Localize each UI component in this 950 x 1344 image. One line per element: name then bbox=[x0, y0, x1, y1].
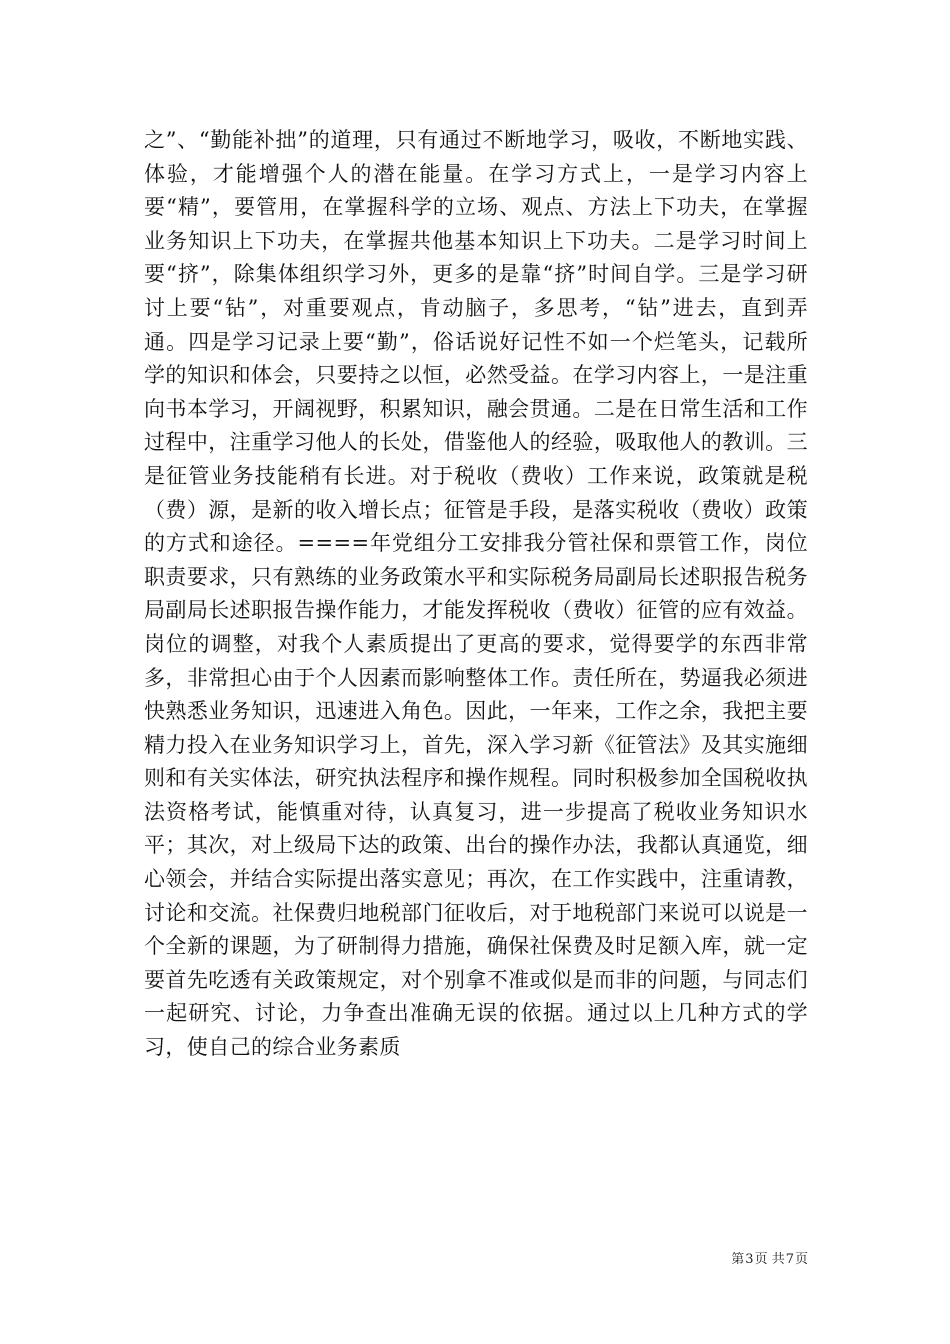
page-footer bbox=[731, 1248, 808, 1267]
body-paragraph: 之”、“勤能补拙”的道理，只有通过不断地学习，吸收，不断地实践、体验，才能增强个人的潜在能量。在学习方式上，一是学习内容上要“精”，要管用，在掌握科学的立场、观点、方法上下功夫，在掌握业务知识上下功夫，在掌握共他基本知识上下功夫。二是学习时间上要“挤”，除集体组织学习外，更多的是靠“挤”时间自学。三是学习研讨上要“钻”，对重要观点，肯动脑子，多思考，“钻”进去，直到弄通。四是学习记录上要“勤”，俗话说好记性不如一个烂笔头，记载所学的知识和体会，只要持之以恒，必然受益。在学习内容上，一是注重向书本学习，开阔视野，积累知识，融会贯通。二是在日常生活和工作过程中，注重学习他人的长处，借鉴他人的经验，吸取他人的教训。三是征管业务技能稍有长进。对于税收（费收）工作来说，政策就是税（费）源，是新的收入增长点；征管是手段，是落实税收（费收）政策的方式和途径。====年党组分工安排我分管社保和票管工作，岗位职责要求，只有熟练的业务政策水平和实际税务局副局长述职报告税务局副局长述职报告操作能力，才能发挥税收（费收）征管的应有效益。岗位的调整，对我个人素质提出了更高的要求，觉得要学的东西非常多，非常担心由于个人因素而影响整体工作。责任所在，势逼我必须进快熟悉业务知识，迅速进入角色。因此，一年来，工作之余，我把主要精力投入在业务知识学习上，首先，深入学习新《征管法》及其实施细则和有关实体法，研究执法程序和操作规程。同时积极参加全国税收执法资格考试，能慎重对待，认真复习，进一步提高了税收业务知识水平；其次，对上级局下达的政策、出台的操作办法，我都认真通览，细心领会，并结合实际提出落实意见；再次，在工作实践中，注重请教，讨论和交流。社保费归地税部门征收后，对于地税部门来说可以说是一个全新的课题，为了研制得力措施，确保社保费及时足额入库，就一定要首先吃透有关政策规定，对个别拿不准或似是而非的问题，与同志们一起研究、讨论，力争查出准确无误的依据。通过以上几种方式的学习，使自己的综合业务素质 bbox=[144, 128, 808, 1060]
footer-total-pages: 7 bbox=[785, 1252, 794, 1267]
footer-suffix: 页 bbox=[794, 1252, 808, 1267]
footer-prefix: 第 bbox=[731, 1252, 745, 1267]
footer-middle: 页 共 bbox=[754, 1252, 785, 1267]
footer-current-page: 3 bbox=[745, 1252, 754, 1267]
